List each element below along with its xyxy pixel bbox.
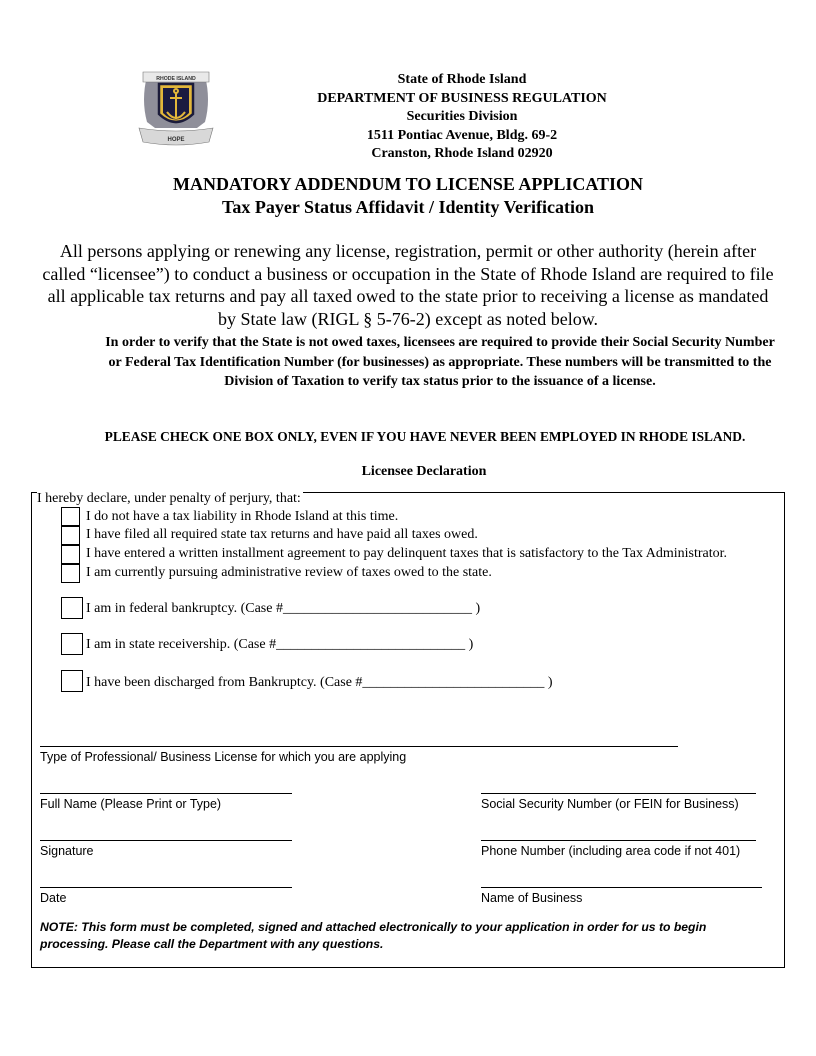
business-name-field[interactable]: [481, 887, 762, 888]
declaration-heading: Licensee Declaration: [361, 464, 487, 479]
checkbox-administrative-review[interactable]: [61, 564, 80, 583]
full-name-field[interactable]: [40, 793, 292, 794]
checkbox-no-tax-liability[interactable]: [61, 507, 80, 526]
division-name: Securities Division: [406, 109, 518, 124]
department-name: DEPARTMENT OF BUSINESS REGULATION: [317, 90, 607, 106]
phone-label: Phone Number (including area code if not 401): [481, 844, 741, 858]
rhode-island-seal: [135, 70, 217, 150]
option-label: I do not have a tax liability in Rhode Island at this time.: [86, 509, 399, 524]
signature-field[interactable]: [40, 840, 292, 841]
ssn-label: Social Security Number (or FEIN for Business): [481, 797, 739, 811]
phone-field[interactable]: [481, 840, 756, 841]
letterhead: [262, 71, 662, 164]
option-label: I am in federal bankruptcy. (Case #___________________________ ): [86, 601, 481, 616]
form-note: NOTE: This form must be completed, signed and attached electronically to your application in order for us to begin processing. Please call the Department with any questions.: [40, 920, 707, 951]
option-label: I am in state receivership. (Case #___________________________ ): [86, 637, 474, 652]
check-one-instruction: PLEASE CHECK ONE BOX ONLY, EVEN IF YOU HAVE NEVER BEEN EMPLOYED IN RHODE ISLAND.: [104, 429, 746, 444]
date-field[interactable]: [40, 887, 292, 888]
option-label: I have been discharged from Bankruptcy. (Case #__________________________ ): [86, 675, 553, 690]
ssn-field[interactable]: [481, 793, 756, 794]
option-label: I have entered a written installment agreement to pay delinquent taxes that is satisfactory to the Tax Administrator.: [86, 546, 728, 561]
checkbox-installment-agreement[interactable]: [61, 545, 80, 564]
checkbox-discharged-bankruptcy[interactable]: [61, 670, 83, 692]
signature-label: Signature: [40, 844, 94, 858]
license-type-field[interactable]: [40, 746, 678, 747]
option-label: I have filed all required state tax returns and have paid all taxes owed.: [86, 527, 478, 542]
business-name-label: Name of Business: [481, 891, 583, 905]
form-title: MANDATORY ADDENDUM TO LICENSE APPLICATION: [172, 174, 644, 194]
state-name: State of Rhode Island: [397, 72, 527, 87]
declaration-box: [31, 492, 785, 968]
svg-text:RHODE ISLAND: RHODE ISLAND: [156, 76, 196, 82]
checkbox-state-receivership[interactable]: [61, 633, 83, 655]
svg-text:HOPE: HOPE: [167, 137, 185, 143]
address-line2: Cranston, Rhode Island 02920: [371, 146, 553, 161]
verification-paragraph: In order to verify that the State is not owed taxes, licensees are required to provide their Social Security Number or Federal Tax Identification Number (for businesses) as appropriate. These numbers will be transmitted to the Division of Taxation to verify tax status prior to the issuance of a license.: [105, 335, 775, 389]
license-type-label: Type of Professional/ Business License for which you are applying: [40, 750, 407, 764]
declaration-intro: I hereby declare, under penalty of perjury, that:: [37, 491, 301, 506]
full-name-label: Full Name (Please Print or Type): [40, 797, 222, 811]
checkbox-federal-bankruptcy[interactable]: [61, 597, 83, 619]
date-label: Date: [40, 891, 67, 905]
option-label: I am currently pursuing administrative review of taxes owed to the state.: [86, 565, 492, 580]
address-line1: 1511 Pontiac Avenue, Bldg. 69-2: [366, 127, 558, 143]
checkbox-filed-returns[interactable]: [61, 526, 80, 545]
form-subtitle: Tax Payer Status Affidavit / Identity Verification: [221, 197, 594, 217]
intro-paragraph: All persons applying or renewing any license, registration, permit or other authority (herein after called “licensee”) to conduct a business or occupation in the State of Rhode Island are required to file all applicable tax returns and pay all taxed owed to the state prior to receiving a license as mandated by State law (RIGL § 5-76-2) except as noted below.: [42, 241, 774, 329]
